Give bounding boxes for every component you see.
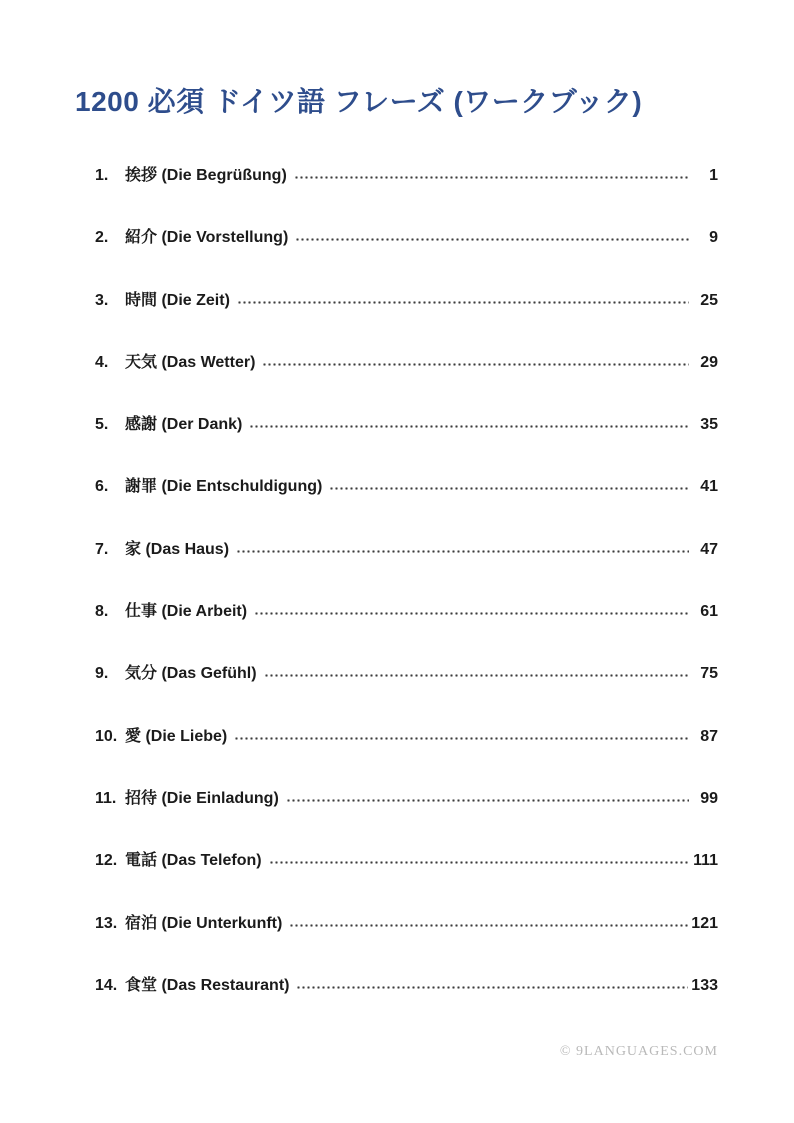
toc-list [95, 162, 718, 1034]
toc-entry-number: 10. [95, 727, 118, 745]
toc-entry-row [95, 598, 718, 660]
toc-entry-number: 12. [95, 852, 118, 870]
toc-entry-number: 9. [95, 665, 109, 683]
toc-entry-label: 感謝 (Der Dank) [125, 416, 243, 434]
dotted-leader [234, 727, 689, 741]
toc-entry-number: 2. [95, 229, 109, 247]
toc-entry-row [95, 162, 718, 224]
dotted-leader [269, 852, 689, 866]
toc-entry-page: 75 [700, 665, 718, 683]
dotted-leader [264, 665, 689, 679]
toc-entry-label: 仕事 (Die Arbeit) [125, 603, 248, 621]
toc-entry-row [95, 287, 718, 349]
toc-entry-page: 25 [700, 291, 718, 309]
toc-entry-row [95, 536, 718, 598]
toc-entry-row [95, 785, 718, 847]
toc-entry-number: 6. [95, 478, 109, 496]
dotted-leader [249, 416, 689, 430]
toc-entry-number: 11. [95, 789, 117, 807]
toc-entry-number: 1. [95, 167, 109, 184]
toc-entry-number: 7. [95, 540, 109, 558]
toc-entry-page: 1 [709, 167, 718, 184]
dotted-leader [289, 914, 688, 928]
toc-entry-page: 35 [700, 416, 718, 434]
dotted-leader [286, 789, 689, 803]
toc-entry-page: 121 [691, 914, 718, 932]
toc-entry-row [95, 910, 718, 972]
toc-entry-row [95, 723, 718, 785]
toc-entry-label: 招待 (Die Einladung) [125, 789, 279, 807]
toc-entry-number: 8. [95, 603, 109, 621]
toc-entry-row [95, 847, 718, 909]
toc-entry-label: 電話 (Das Telefon) [125, 852, 262, 870]
toc-entry-row [95, 224, 718, 286]
toc-entry-label: 天気 (Das Wetter) [125, 353, 256, 371]
toc-entry-page: 29 [700, 353, 718, 371]
toc-entry-page: 99 [700, 789, 718, 807]
toc-entry-row [95, 473, 718, 535]
dotted-leader [294, 166, 689, 180]
toc-entry-label: 挨拶 (Die Begrüßung) [125, 167, 287, 184]
toc-entry-number: 3. [95, 291, 109, 309]
dotted-leader [236, 540, 689, 554]
toc-entry-number: 14. [95, 976, 118, 994]
toc-entry-label: 宿泊 (Die Unterkunft) [125, 914, 283, 932]
dotted-leader [254, 602, 689, 616]
dotted-leader [237, 291, 689, 305]
toc-entry-number: 13. [95, 914, 118, 932]
toc-entry-number: 5. [95, 416, 109, 434]
toc-entry-label: 紹介 (Die Vorstellung) [125, 229, 289, 247]
toc-entry-label: 食堂 (Das Restaurant) [125, 976, 290, 994]
footer-copyright: © 9LANGUAGES.COM [559, 1044, 718, 1059]
toc-entry-label: 家 (Das Haus) [125, 540, 230, 558]
toc-entry-page: 61 [700, 603, 718, 621]
toc-entry-page: 41 [700, 478, 718, 496]
toc-entry-label: 時間 (Die Zeit) [125, 291, 230, 309]
toc-entry-label: 謝罪 (Die Entschuldigung) [125, 478, 323, 496]
toc-entry-page: 133 [691, 976, 718, 994]
toc-entry-row [95, 349, 718, 411]
toc-entry-row [95, 411, 718, 473]
toc-entry-page: 47 [700, 540, 718, 558]
toc-entry-number: 4. [95, 353, 109, 371]
dotted-leader [329, 478, 689, 492]
dotted-leader [296, 976, 688, 990]
toc-entry-row [95, 660, 718, 722]
toc-entry-page: 9 [709, 229, 718, 247]
toc-entry-page: 111 [693, 852, 718, 870]
dotted-leader [262, 353, 689, 367]
toc-entry-label: 気分 (Das Gefühl) [125, 665, 257, 683]
toc-entry-page: 87 [700, 727, 718, 745]
toc-entry-row [95, 972, 718, 1034]
dotted-leader [295, 229, 689, 243]
page-title: 1200 必須 ドイツ語 フレーズ (ワークブック) [75, 86, 643, 117]
toc-entry-label: 愛 (Die Liebe) [125, 727, 228, 745]
